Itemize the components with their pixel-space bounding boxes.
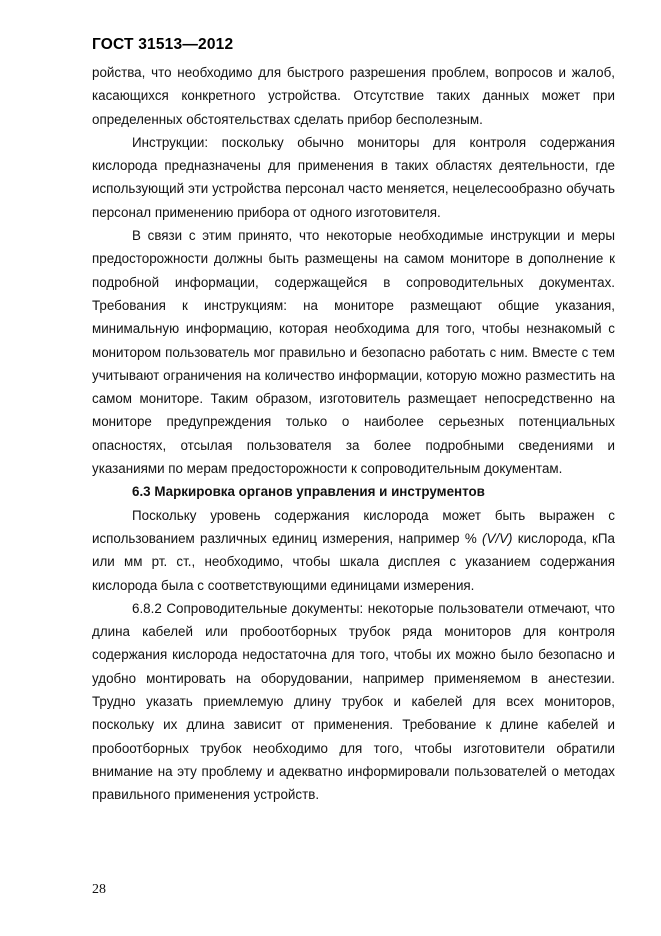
standard-header: ГОСТ 31513—2012 (92, 36, 234, 53)
paragraph-units (92, 504, 615, 597)
page-number: 28 (92, 882, 106, 897)
paragraph-units-italic: (V/V) (482, 530, 513, 546)
paragraph-units-text-a: Поскольку уровень содержания кислорода может быть выражен с использованием различных единиц измерения, например % (92, 507, 615, 546)
document-body (92, 61, 615, 807)
paragraph-units-text-b: кислорода, кПа или мм рт. ст., необходимо, чтобы шкала дисплея с указанием содержания кислорода была с соответствующими единицами измерения. (92, 530, 615, 593)
section-heading: 6.3 Маркировка органов управления и инструментов (132, 484, 485, 500)
paragraph-accompanying-documents: 6.8.2 Сопроводительные документы: некоторые пользователи отмечают, что длина кабелей или пробоотборных трубок ряда мониторов для контроля содержания кислорода недостаточна для того, чтобы их можно было безопасно и удобно монтировать на оборудовании, например применяемом в анестезии. Трудно указать приемлемую длину трубок и кабелей для всех мониторов, поскольку их длина зависит от применения. Требование к длине кабелей и пробоотборных трубок необходимо для того, чтобы изготовители обратили внимание на эту проблему и адекватно информировали пользователей о методах правильного применения устройств. (92, 600, 615, 803)
paragraph-precautions: В связи с этим принято, что некоторые необходимые инструкции и меры предосторожности должны быть размещены на самом мониторе в дополнение к подробной информации, содержащейся в сопроводительных документах. Требования к инструкциям: на мониторе размещают общие указания, минимальную информацию, которая необходима для того, чтобы незнакомый с монитором пользователь мог правильно и безопасно работать с ним. Вместе с тем учитывают ограничения на количество информации, которую можно разместить на самом мониторе. Таким образом, изготовитель размещает непосредственно на мониторе предупреждения только о наиболее серьезных потенциальных опасностях, отсылая пользователя за более подробными сведениями и указаниями по мерам предосторожности к сопроводительным документам. (92, 228, 615, 477)
paragraph-instructions: Инструкции: поскольку обычно мониторы для контроля содержания кислорода предназначены для применения в таких областях деятельности, где использующий эти устройства персонал часто меняется, нецелесообразно обучать персонал применению прибора от одного изготовителя. (92, 134, 615, 220)
paragraph-continuation: ройства, что необходимо для быстрого разрешения проблем, вопросов и жалоб, касающихся конкретного устройства. Отсутствие таких данных может при определенных обстоятельствах сделать прибор бесполезным. (92, 65, 615, 127)
